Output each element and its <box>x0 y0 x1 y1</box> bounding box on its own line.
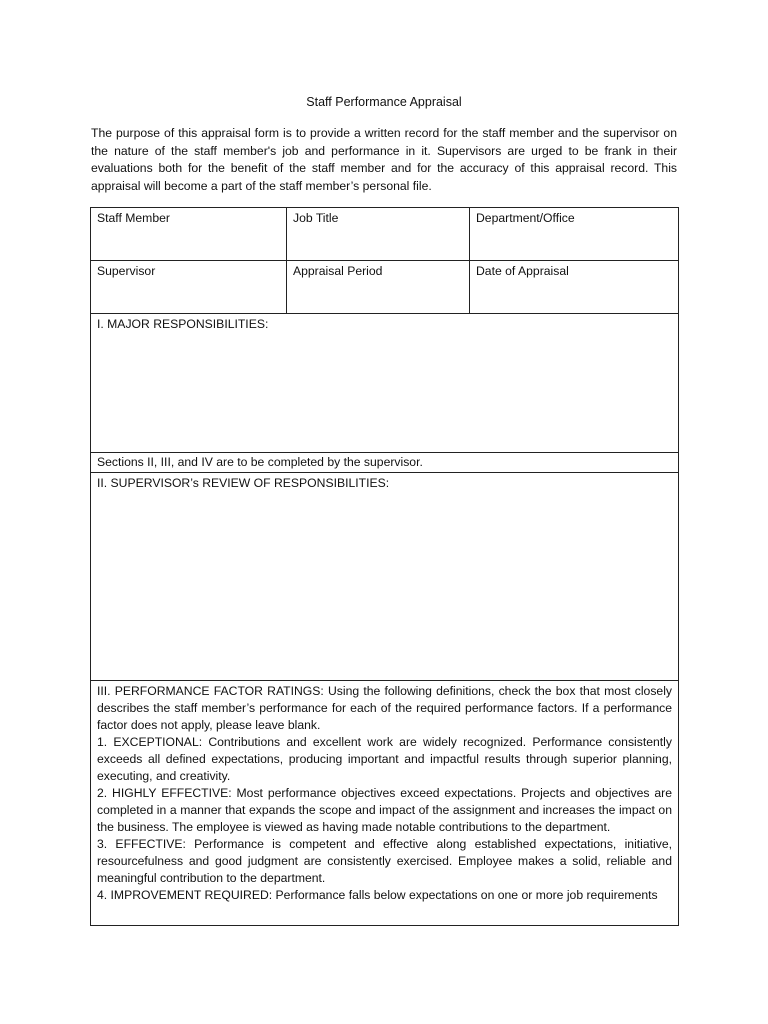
supervisor-field[interactable] <box>91 261 287 314</box>
appraisal-form-table <box>90 207 679 926</box>
form-row-supervisor <box>91 261 679 314</box>
form-row-supervisor-note <box>91 453 679 473</box>
appraisal-period-field[interactable] <box>287 261 470 314</box>
staff-member-label: Staff Member <box>97 211 170 225</box>
supervisor-review-field[interactable] <box>91 473 679 681</box>
factor-exceptional: 1. EXCEPTIONAL: Contributions and excellent work are widely recognized. Performance consistently exceeds all defined expectations, producing important and impactful results through superior planning, executing, and creativity. <box>97 735 672 783</box>
date-of-appraisal-label: Date of Appraisal <box>476 264 569 278</box>
factor-effective: 3. EFFECTIVE: Performance is competent and effective along established expectations, initiative, resourcefulness and good judgment are consistently exercised. Employee makes a solid, reliable and meaningful contribution to the department. <box>97 837 672 885</box>
major-responsibilities-field[interactable] <box>91 314 679 453</box>
department-label: Department/Office <box>476 211 575 225</box>
date-of-appraisal-field[interactable] <box>470 261 679 314</box>
appraisal-period-label: Appraisal Period <box>293 264 383 278</box>
form-row-major-responsibilities <box>91 314 679 453</box>
intro-paragraph: The purpose of this appraisal form is to provide a written record for the staff member and the supervisor on the nature of the staff member's job and performance in it. Supervisors are urged to be frank in their evaluations both for the benefit of the staff member and for the accuracy of this appraisal record. This appraisal will become a part of the staff member’s personal file. <box>91 126 677 193</box>
form-row-supervisor-review <box>91 473 679 681</box>
factor-highly-effective: 2. HIGHLY EFFECTIVE: Most performance objectives exceed expectations. Projects and objectives are completed in a manner that expands the scope and impact of the assignment and increases the impact on the business. The employee is viewed as having made notable contributions to the department. <box>97 786 672 834</box>
form-row-staff <box>91 208 679 261</box>
factor-improvement-required: 4. IMPROVEMENT REQUIRED: Performance falls below expectations on one or more job requirements <box>97 888 658 902</box>
page-title: Staff Performance Appraisal <box>306 95 462 109</box>
performance-factors-heading: III. PERFORMANCE FACTOR RATINGS: Using the following definitions, check the box that most closely describes the staff member’s performance for each of the required performance factors. If a performance factor does not apply, please leave blank. <box>97 684 672 732</box>
job-title-field[interactable] <box>287 208 470 261</box>
supervisor-note-text: Sections II, III, and IV are to be completed by the supervisor. <box>97 455 423 469</box>
major-responsibilities-heading: I. MAJOR RESPONSIBILITIES: <box>97 317 269 331</box>
job-title-label: Job Title <box>293 211 339 225</box>
supervisor-note-cell <box>91 453 679 473</box>
performance-factors-cell <box>91 681 679 926</box>
form-row-performance-factors <box>91 681 679 926</box>
department-field[interactable] <box>470 208 679 261</box>
supervisor-review-heading: II. SUPERVISOR’s REVIEW OF RESPONSIBILITIES: <box>97 476 390 490</box>
supervisor-label: Supervisor <box>97 264 156 278</box>
staff-member-field[interactable] <box>91 208 287 261</box>
